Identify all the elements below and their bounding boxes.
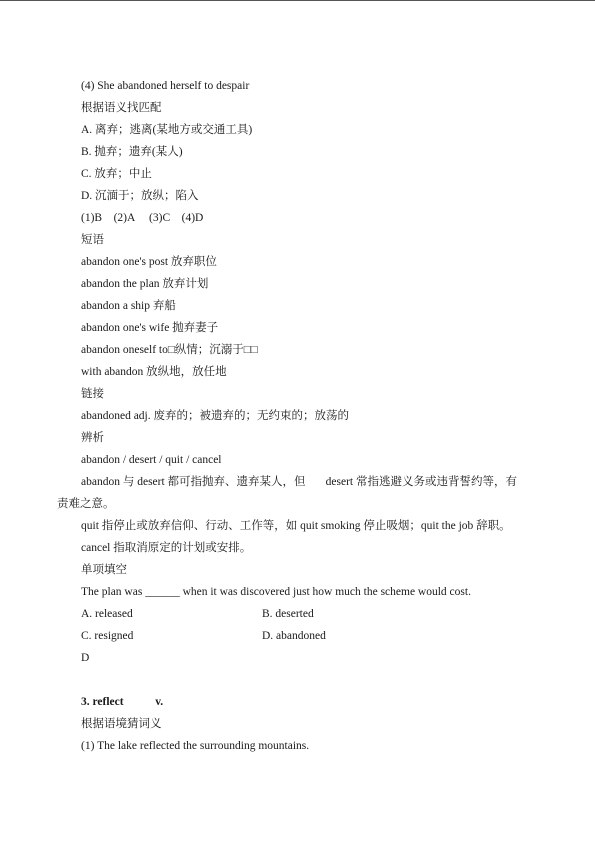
phrase-item: abandon a ship 弃船: [81, 300, 176, 312]
section-heading-match: 根据语义找匹配: [81, 102, 162, 114]
choice-option-d: D. abandoned: [262, 630, 326, 642]
example-sentence-reflect-1: (1) The lake reflected the surrounding mountains.: [81, 740, 310, 752]
phrase-item: abandon the plan 放弃计划: [81, 278, 209, 290]
choice-option-b: B. deserted: [262, 608, 314, 620]
meaning-d: D. 沉湎于；放纵；陷入: [81, 190, 199, 202]
distinguish-words: abandon / desert / quit / cancel: [81, 454, 222, 466]
answer-key: (1)B (2)A (3)C (4)D: [81, 212, 204, 224]
section-heading-choice: 单项填空: [81, 564, 127, 576]
phrase-item: abandon one's wife 抛弃妻子: [81, 322, 219, 334]
example-sentence-4: (4) She abandoned herself to despair: [81, 80, 250, 92]
section-heading-guess: 根据语境猜词义: [81, 718, 162, 730]
phrase-item: abandon one's post 放弃职位: [81, 256, 217, 268]
choice-answer: D: [81, 652, 90, 664]
meaning-c: C. 放弃；中止: [81, 168, 152, 180]
choice-option-a: A. released: [81, 608, 133, 620]
distinguish-quit: quit 指停止或放弃信仰、行动、工作等，如 quit smoking 停止吸烟；quit the job 辞职。: [81, 520, 511, 532]
phrase-item: abandon oneself to□纵情；沉溺于□□: [81, 344, 258, 356]
distinguish-cancel: cancel 指取消原定的计划或安排。: [81, 542, 252, 554]
section-heading-link: 链接: [81, 388, 104, 400]
choice-question: The plan was ______ when it was discovered just how much the scheme would cost.: [81, 586, 471, 598]
choice-option-c: C. resigned: [81, 630, 134, 642]
phrase-item: with abandon 放纵地，放任地: [81, 366, 227, 378]
distinguish-desert-continued: 责难之意。: [57, 498, 115, 510]
meaning-a: A. 离弃；逃离(某地方或交通工具): [81, 124, 253, 136]
section-heading-distinguish: 辨析: [81, 432, 104, 444]
distinguish-desert: abandon 与 desert 都可指抛弃、遗弃某人，但 desert 常指逃避义务或违背誓约等，有: [81, 476, 517, 488]
word-heading-reflect: 3. reflect v.: [81, 696, 164, 708]
page-top-border: [0, 0, 595, 1]
link-definition: abandoned adj. 废弃的；被遗弃的；无约束的；放荡的: [81, 410, 349, 422]
section-heading-phrases: 短语: [81, 234, 104, 246]
meaning-b: B. 抛弃；遗弃(某人): [81, 146, 183, 158]
